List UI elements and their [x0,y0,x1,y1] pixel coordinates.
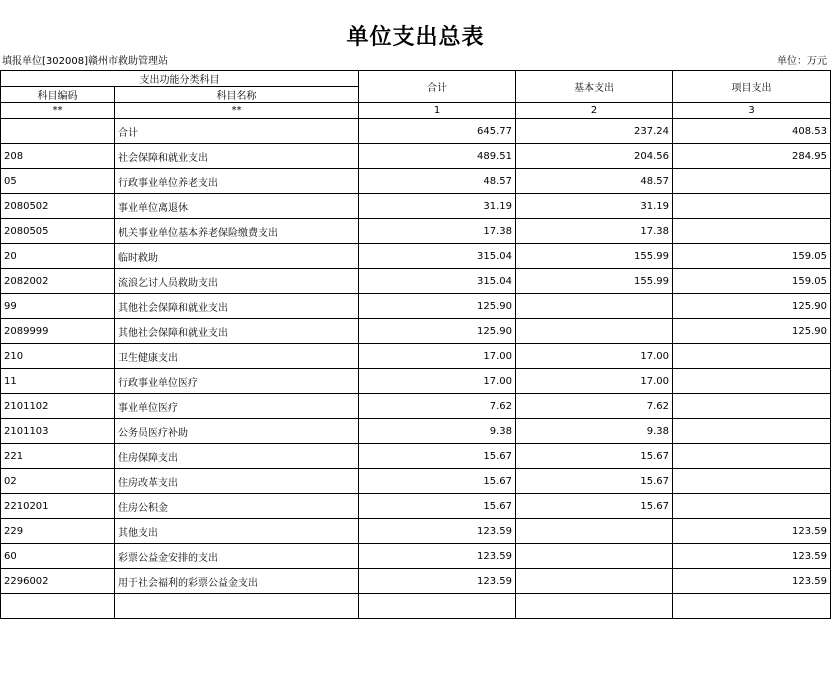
cell-project [673,394,831,419]
cell-total: 9.38 [359,419,516,444]
cell-name: 住房改革支出 [115,469,359,494]
cell-total: 125.90 [359,294,516,319]
index-project: 3 [673,103,831,119]
cell-name: 行政事业单位养老支出 [115,169,359,194]
cell-name: 事业单位离退休 [115,194,359,219]
cell-project [673,469,831,494]
cell-code: 2082002 [1,269,115,294]
cell-project: 125.90 [673,294,831,319]
index-name: ** [115,103,359,119]
cell-name: 卫生健康支出 [115,344,359,369]
table-row [1,219,831,244]
cell-name: 机关事业单位基本养老保险缴费支出 [115,219,359,244]
cell-project [673,594,831,619]
cell-code [1,119,115,144]
header-total: 合计 [359,71,516,103]
cell-code: 60 [1,544,115,569]
cell-name: 临时救助 [115,244,359,269]
index-basic: 2 [516,103,673,119]
cell-name: 其他支出 [115,519,359,544]
cell-project: 125.90 [673,319,831,344]
cell-project: 123.59 [673,519,831,544]
index-row [1,103,831,119]
cell-name: 其他社会保障和就业支出 [115,319,359,344]
cell-total: 15.67 [359,494,516,519]
cell-project: 123.59 [673,544,831,569]
cell-basic: 17.38 [516,219,673,244]
cell-total: 123.59 [359,544,516,569]
cell-code: 2296002 [1,569,115,594]
cell-name: 公务员医疗补助 [115,419,359,444]
table-row [1,544,831,569]
cell-code: 02 [1,469,115,494]
table-row [1,244,831,269]
header-name: 科目名称 [115,87,359,103]
table-row [1,469,831,494]
cell-total: 315.04 [359,269,516,294]
cell-code: 05 [1,169,115,194]
header-code: 科目编码 [1,87,115,103]
cell-total: 15.67 [359,444,516,469]
cell-total [359,594,516,619]
table-row [1,494,831,519]
report-title: 单位支出总表 [346,24,485,50]
cell-total: 315.04 [359,244,516,269]
cell-project [673,344,831,369]
cell-name: 社会保障和就业支出 [115,144,359,169]
cell-basic: 15.67 [516,469,673,494]
cell-code: 229 [1,519,115,544]
cell-project: 284.95 [673,144,831,169]
cell-project: 123.59 [673,569,831,594]
cell-code: 2101103 [1,419,115,444]
cell-project [673,194,831,219]
cell-basic [516,569,673,594]
cell-project [673,444,831,469]
table-row [1,369,831,394]
cell-basic: 15.67 [516,494,673,519]
cell-project [673,494,831,519]
cell-total: 17.00 [359,344,516,369]
cell-project [673,369,831,394]
cell-name: 住房公积金 [115,494,359,519]
table-row [1,519,831,544]
cell-total: 645.77 [359,119,516,144]
cell-code: 210 [1,344,115,369]
cell-basic [516,544,673,569]
cell-basic: 9.38 [516,419,673,444]
table-row [1,344,831,369]
index-code: ** [1,103,115,119]
index-total: 1 [359,103,516,119]
table-row [1,394,831,419]
cell-project: 408.53 [673,119,831,144]
cell-project [673,219,831,244]
cell-name: 事业单位医疗 [115,394,359,419]
table-row [1,569,831,594]
cell-name: 行政事业单位医疗 [115,369,359,394]
cell-name: 其他社会保障和就业支出 [115,294,359,319]
cell-total: 17.38 [359,219,516,244]
cell-name: 彩票公益金安排的支出 [115,544,359,569]
table-row [1,194,831,219]
cell-total: 125.90 [359,319,516,344]
cell-project: 159.05 [673,244,831,269]
header-function-group: 支出功能分类科目 [1,71,359,87]
cell-total: 123.59 [359,569,516,594]
cell-basic: 7.62 [516,394,673,419]
cell-basic: 15.67 [516,444,673,469]
table-row [1,419,831,444]
cell-basic [516,519,673,544]
cell-name: 流浪乞讨人员救助支出 [115,269,359,294]
cell-basic: 31.19 [516,194,673,219]
currency-unit: 单位：万元 [777,56,827,67]
cell-name [115,594,359,619]
header-project: 项目支出 [673,71,831,103]
table-row [1,444,831,469]
cell-total: 7.62 [359,394,516,419]
cell-total: 31.19 [359,194,516,219]
cell-code: 99 [1,294,115,319]
cell-basic: 17.00 [516,344,673,369]
cell-total: 17.00 [359,369,516,394]
cell-project [673,169,831,194]
table-row [1,294,831,319]
cell-code: 2089999 [1,319,115,344]
cell-name: 用于社会福利的彩票公益金支出 [115,569,359,594]
table-row [1,169,831,194]
table-row [1,119,831,144]
cell-basic: 48.57 [516,169,673,194]
cell-basic: 17.00 [516,369,673,394]
cell-code: 2080505 [1,219,115,244]
cell-project [673,419,831,444]
cell-code: 2101102 [1,394,115,419]
cell-name: 合计 [115,119,359,144]
cell-basic: 155.99 [516,244,673,269]
cell-project: 159.05 [673,269,831,294]
reporting-unit: 填报单位[302008]赣州市救助管理站 [2,56,168,67]
cell-basic: 204.56 [516,144,673,169]
cell-basic: 237.24 [516,119,673,144]
cell-total: 489.51 [359,144,516,169]
table-row [1,269,831,294]
cell-basic [516,594,673,619]
cell-basic: 155.99 [516,269,673,294]
table-row [1,594,831,619]
cell-basic [516,319,673,344]
table-row [1,319,831,344]
cell-code: 2080502 [1,194,115,219]
header-basic: 基本支出 [516,71,673,103]
cell-code: 20 [1,244,115,269]
cell-total: 48.57 [359,169,516,194]
expenditure-table [0,70,831,619]
cell-total: 123.59 [359,519,516,544]
cell-total: 15.67 [359,469,516,494]
cell-code: 2210201 [1,494,115,519]
cell-basic [516,294,673,319]
cell-code: 11 [1,369,115,394]
cell-name: 住房保障支出 [115,444,359,469]
cell-code [1,594,115,619]
cell-code: 221 [1,444,115,469]
cell-code: 208 [1,144,115,169]
table-row [1,144,831,169]
header-row-group [1,71,831,87]
